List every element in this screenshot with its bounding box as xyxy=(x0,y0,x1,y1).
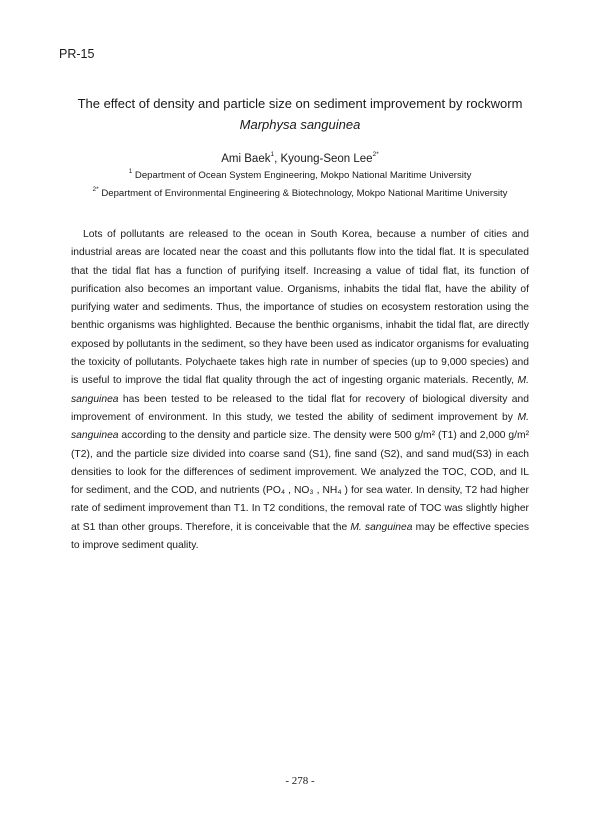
title-line-1: The effect of density and particle size on sediment improvement by rockworm xyxy=(77,96,523,111)
title-line-2-species: Marphysa sanguinea xyxy=(239,117,361,132)
abstract-text-3: according to the density and particle size. The density were 500 g/m² (T1) and 2,000 g/m² (T2), and the particle size divided into coarse sand (S1), fine sand (S2), and sand mud(S3) in each densities to look for the differences of sediment improvement. We analyzed the TOC, COD, and IL for sediment, and the COD, and nutrients (PO₄ , NO₃ , NH₄ ) for sea water. In density, T2 had higher rate of sediment improvement than T1. In T2 conditions, the removal rate of TOC was slightly higher at S1 than other groups. Therefore, it is conceivable that the xyxy=(71,430,529,533)
author-1-name: Ami Baek xyxy=(221,153,271,165)
species-name-3: M. sanguinea xyxy=(350,521,413,533)
affiliation-2 xyxy=(40,185,560,200)
abstract-text-4: may be effective species to improve sediment quality. xyxy=(71,521,529,552)
affiliation-2-mark: 2* xyxy=(92,185,99,193)
paper-title xyxy=(40,93,560,135)
author-1-affil-mark: 1 xyxy=(270,151,275,159)
author-separator: , xyxy=(274,153,281,165)
species-name-2: M. sanguinea xyxy=(71,411,529,442)
author-list xyxy=(40,152,560,166)
page-number: - 278 - xyxy=(285,775,315,787)
author-2-name: Kyoung-Seon Lee xyxy=(280,153,373,165)
affiliation-1 xyxy=(40,167,560,182)
abstract-paragraph xyxy=(71,226,529,555)
species-name-1: M. sanguinea xyxy=(71,375,529,405)
abstract-text-1: Lots of pollutants are released to the ocean in South Korea, because a number of cities and industrial areas are located near the coast and this pollutants flow into the tidal flat. It is speculated that the tidal flat has a function of purifying itself. Increasing a value of tidal flat, its function of purification also becomes an important value. Organisms, inhabits the tidal flat, have the ability of purifying water and sediments. Thus, the importance of studies on ecosystem restoration using the benthic organisms was highlighted. Because the benthic organisms, inhabit the tidal flat, are directly exposed by pollutants in the sediment, so they have been used as indicator organisms for evaluating the toxicity of pollutants. Polychaete takes high rate in number of species (up to 9,000 species) and is useful to improve the tidal flat quality through the act of ingesting organic materials. Recently, xyxy=(71,229,529,387)
author-2-affil-mark: 2* xyxy=(372,151,379,159)
affiliation-1-mark: 1 xyxy=(128,167,133,175)
abstract-body xyxy=(71,226,529,555)
affiliation-2-text: Department of Environmental Engineering & Biotechnology, Mokpo National Maritime University xyxy=(98,188,508,199)
abstract-text-2: has been tested to be released to the tidal flat for recovery of biological diversity and improvement of environment. In this study, we tested the ability of sediment improvement by xyxy=(71,393,529,423)
presentation-code: PR-15 xyxy=(59,47,95,61)
affiliation-1-text: Department of Ocean System Engineering, Mokpo National Maritime University xyxy=(132,170,472,181)
